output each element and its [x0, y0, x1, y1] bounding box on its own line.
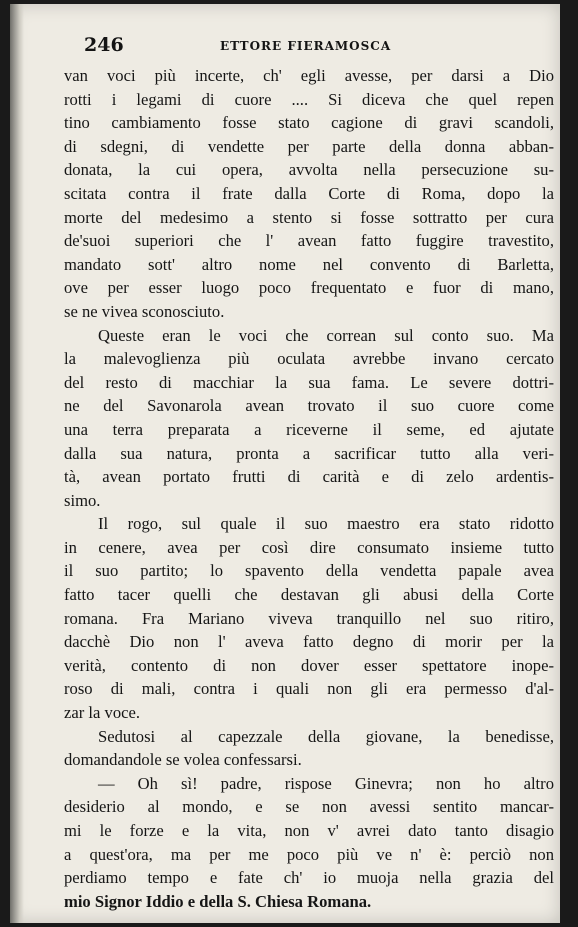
text-line: il suo partito; lo spavento della vendetta papale avea	[64, 561, 554, 581]
body-text	[64, 64, 554, 913]
text-line: morte del medesimo a stento si fosse sottratto per cura	[64, 207, 554, 227]
text-line: del resto di macchiar la sua fama. Le severe dottri-	[64, 372, 554, 392]
text-line: fatto tacer quelli che destavan gli abusi della Corte	[64, 585, 554, 605]
text-line: dacchè Dio non l' aveva fatto degno di morir per la	[64, 632, 554, 652]
text-line: van voci più incerte, ch' egli avesse, per darsi a Dio	[64, 66, 554, 85]
book-page	[10, 4, 560, 923]
text-line: ne del Savonarola avean trovato il suo cuore come	[64, 396, 554, 416]
text-line: la malevoglienza più oculata avrebbe invano cercato	[64, 349, 554, 369]
text-line: mandato sott' altro nome nel convento di Barletta,	[64, 254, 554, 274]
text-line: Queste eran le voci che correan sul conto suo. Ma	[98, 325, 554, 345]
running-title: ETTORE FIERAMOSCA	[220, 39, 392, 53]
text-line: simo.	[64, 490, 101, 510]
text-line: — Oh sì! padre, rispose Ginevra; non ho altro	[98, 773, 554, 793]
text-line: de'suoi superiori che l' avean fatto fuggire travestito,	[64, 231, 554, 251]
text-line: zar la voce.	[64, 703, 141, 723]
text-line: domandandole se volea confessarsi.	[64, 750, 302, 770]
text-line: di sdegni, di vendette per parte della donna abban-	[64, 136, 554, 156]
text-line: ove per esser luogo poco frequentato e fuor di mano,	[64, 278, 554, 298]
text-line: verità, contento di non dover esser spettatore inope-	[64, 655, 554, 675]
text-line: scitata contra il frate dalla Corte di Roma, dopo la	[64, 183, 554, 203]
text-line: mi le forze e la vita, non v' avrei dato tanto disagio	[64, 821, 554, 840]
book-spine-shadow	[10, 4, 24, 923]
text-line: roso di mali, contra i quali non gli era permesso d'al-	[64, 679, 554, 699]
text-line: perdiamo tempo e fate ch' io muoja nella grazia del	[64, 868, 554, 888]
text-line: tà, avean portato frutti di carità e di zelo ardentis-	[64, 467, 554, 487]
page-number: 246	[84, 34, 124, 56]
text-line: in cenere, avea per così dire consumato insieme tutto	[64, 537, 554, 557]
text-line: una terra preparata a riceverne il seme, ed ajutate	[64, 419, 554, 439]
text-line: rotti i legami di cuore .... Si diceva che quel repen	[64, 89, 554, 109]
text-line: donata, la cui opera, avvolta nella persecuzione su-	[64, 160, 554, 180]
text-line: tino cambiamento fosse stato cagione di gravi scandoli,	[64, 113, 554, 133]
text-line: mio Signor Iddio e della S. Chiesa Romana.	[64, 891, 372, 911]
text-line: dalla sua natura, pronta a sacrificar tutto alla veri-	[64, 443, 554, 463]
text-line: desiderio al mondo, e se non avessi sentito mancar-	[64, 797, 554, 817]
text-line: se ne vivea sconosciuto.	[64, 301, 225, 321]
text-line: a quest'ora, ma per me poco più ve n' è: perciò non	[64, 844, 554, 864]
text-line: Il rogo, sul quale il suo maestro era stato ridotto	[98, 514, 554, 534]
text-line: romana. Fra Mariano viveva tranquillo nel suo ritiro,	[64, 608, 554, 628]
text-line: Sedutosi al capezzale della giovane, la benedisse,	[98, 726, 554, 746]
page-header	[10, 34, 560, 60]
